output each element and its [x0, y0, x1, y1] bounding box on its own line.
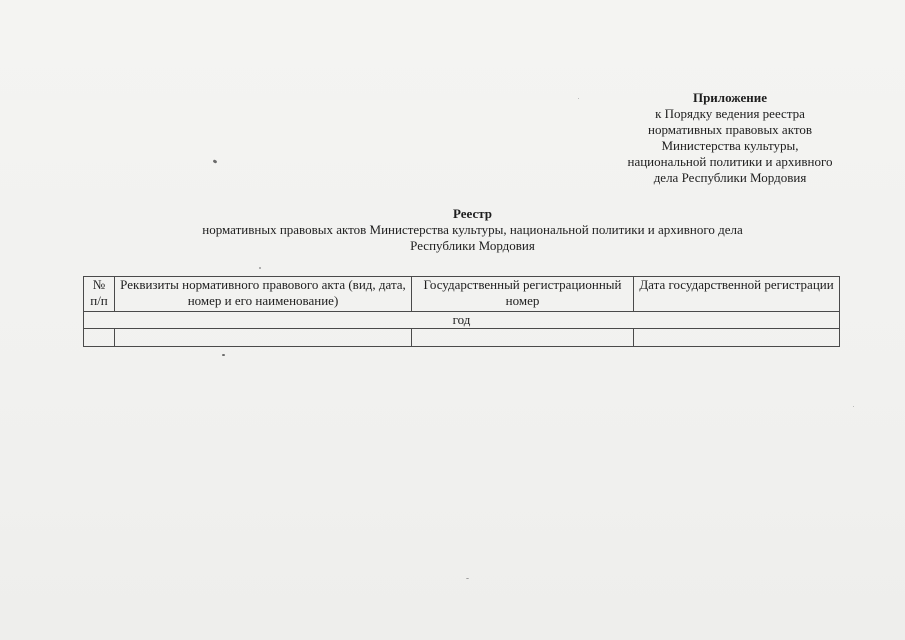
header-cell-registration-date: Дата государственной регистрации — [634, 277, 840, 312]
registry-title: Реестр — [452, 206, 492, 221]
scan-speck — [222, 354, 225, 356]
registry-heading — [100, 206, 845, 254]
registry-subtitle-line1: нормативных правовых актов Министерства культуры, национальной политики и архивного дела — [202, 222, 743, 237]
table-cell — [115, 329, 412, 347]
table-cell — [412, 329, 634, 347]
year-cell: год — [84, 312, 840, 329]
table-header-row — [84, 277, 840, 312]
table-cell — [84, 329, 115, 347]
appendix-line: нормативных правовых актов — [647, 122, 812, 137]
scan-speck — [578, 98, 579, 99]
scan-speck — [466, 578, 469, 579]
appendix-line: Министерства культуры, — [661, 138, 799, 153]
table-row — [84, 329, 840, 347]
appendix-line: к Порядку ведения реестра — [655, 106, 805, 121]
table-year-row — [84, 312, 840, 329]
table-cell — [634, 329, 840, 347]
appendix-line: национальной политики и архивного — [627, 154, 833, 169]
header-cell-registration-number: Государственный регистрационный номер — [412, 277, 634, 312]
header-cell-act-details: Реквизиты нормативного правового акта (вид, дата, номер и его наименование) — [115, 277, 412, 312]
header-cell-number: № п/п — [84, 277, 115, 312]
appendix-title: Приложение — [692, 90, 768, 105]
appendix-block — [590, 90, 870, 186]
scan-speck — [213, 159, 218, 164]
scan-speck — [853, 406, 854, 407]
registry-table — [83, 276, 840, 347]
scan-speck — [259, 267, 261, 269]
appendix-line: дела Республики Мордовия — [653, 170, 807, 185]
registry-subtitle-line2: Республики Мордовия — [410, 238, 535, 253]
